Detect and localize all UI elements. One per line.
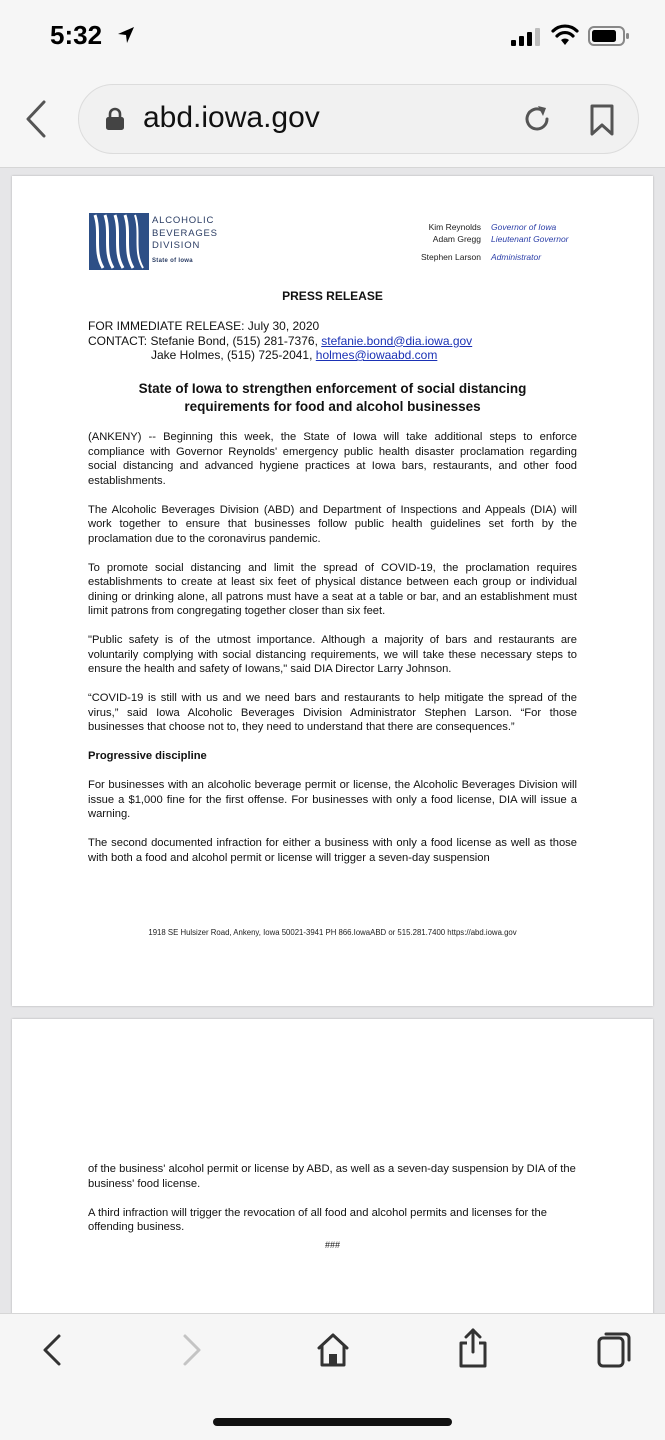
home-indicator[interactable]	[213, 1418, 452, 1426]
paragraph: "Public safety is of the utmost importance. Although a majority of bars and restaurants are voluntarily complying with social distancing requirements, we will take these necessary steps to ensure the health and safety of Iowans," said DIA Director Larry Johnson.	[88, 634, 577, 675]
paragraph: A third infraction will trigger the revocation of all food and alcohol permits and licenses for the offending business.	[88, 1206, 547, 1233]
wifi-icon	[551, 24, 579, 46]
agency-name: ALCOHOLIC BEVERAGES DIVISION State of Iowa	[152, 215, 218, 264]
abd-logo-icon	[89, 213, 149, 270]
pdf-page-1	[12, 176, 653, 1006]
address-bar[interactable]	[78, 84, 639, 154]
chevron-left-icon[interactable]	[24, 100, 48, 138]
browser-url-bar-area	[0, 70, 665, 168]
paragraph: To promote social distancing and limit the spread of COVID-19, the proclamation requires establishments to create at least six feet of physical distance between each group or individual dining or drinking alone, all patrons must have a seat at a table or bar, and an establishment must limit patrons from congregating together closer than six feet.	[88, 561, 577, 617]
tabs-icon[interactable]	[597, 1332, 631, 1368]
paragraph: For businesses with an alcoholic beverage permit or license, the Alcoholic Beverages Division will issue a $1,000 fine for the first offense. For businesses with only a food license, DIA will issue a warning.	[88, 779, 577, 820]
paragraph: (ANKENY) -- Beginning this week, the State of Iowa will take additional steps to enforce compliance with Governor Reynolds' emergency public health disaster proclamation regarding social distancing and advanced hygiene practices at Iowa bars, restaurants, and other food establishments.	[88, 431, 577, 487]
back-button[interactable]	[40, 1332, 64, 1368]
contact-email-link[interactable]: stefanie.bond@dia.iowa.gov	[321, 333, 473, 348]
forward-button[interactable]	[180, 1332, 204, 1368]
location-arrow-icon	[117, 26, 135, 44]
official-row: Stephen Larson Administrator	[420, 252, 542, 262]
body-text	[88, 430, 577, 880]
url-text[interactable]: abd.iowa.gov	[143, 101, 320, 134]
press-release-label: PRESS RELEASE	[282, 289, 383, 303]
release-info: FOR IMMEDIATE RELEASE: July 30, 2020 CONTACT: Stefanie Bond, (515) 281-7376, stefanie.bond@dia.iowa.gov Jake Holmes, (515) 725-2041, holmes@iowaabd.com	[88, 319, 473, 362]
paragraph: The Alcoholic Beverages Division (ABD) and Department of Inspections and Appeals (DIA) will work together to ensure that businesses follow public health guidelines set forth by the proclamation due to the coronavirus pandemic.	[88, 503, 577, 545]
bookmark-icon[interactable]	[589, 104, 615, 136]
clock: 5:32	[50, 20, 103, 50]
contact-email-link[interactable]: holmes@iowaabd.com	[315, 348, 438, 362]
cellular-signal-icon	[511, 28, 541, 46]
paragraph: of the business' alcohol permit or license by ABD, as well as a seven-day suspension by DIA of the business' food license.	[88, 1163, 576, 1190]
headline: State of Iowa to strengthen enforcement of social distancing requirements for food and alcohol businesses	[138, 381, 527, 414]
battery-icon	[588, 26, 630, 46]
paragraph: The second documented infraction for either a business with only a food license as well as those with both a food and alcohol permit or license will trigger a seven-day suspension	[88, 837, 577, 864]
reload-icon[interactable]	[521, 103, 553, 135]
section-heading: Progressive discipline	[88, 750, 207, 762]
body-text	[88, 1162, 577, 1249]
page-footer: 1918 SE Hulsizer Road, Ankeny, Iowa 50021-3941 PH 866.IowaABD or 515.281.7400 https://abd.iowa.gov	[148, 928, 517, 937]
end-marker: ###	[324, 1240, 341, 1250]
official-row: Kim Reynolds Governor of Iowa	[428, 222, 557, 232]
official-row: Adam Gregg Lieutenant Governor	[432, 234, 569, 244]
share-icon[interactable]	[457, 1328, 489, 1368]
status-bar	[0, 0, 665, 70]
browser-toolbar	[0, 1313, 665, 1440]
lock-icon	[105, 107, 125, 131]
home-icon[interactable]	[316, 1332, 350, 1368]
paragraph: “COVID-19 is still with us and we need bars and restaurants to help mitigate the spread of the virus,” said Iowa Alcoholic Beverages Division Administrator Stephen Larson. “For those businesses that choose not to, they need to understand that there are consequences.”	[88, 692, 577, 733]
officials-list	[417, 220, 569, 265]
pdf-viewport[interactable]	[0, 168, 665, 1313]
pdf-page-2	[12, 1019, 653, 1313]
